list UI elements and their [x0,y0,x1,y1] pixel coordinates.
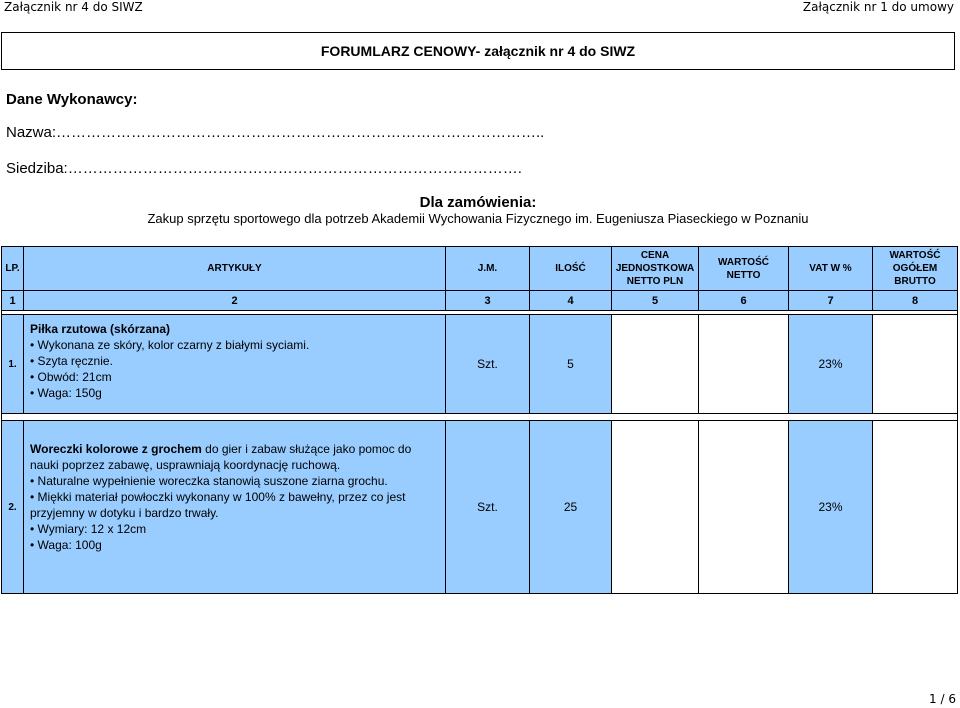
header-gross [873,247,958,291]
price-table [1,246,958,594]
item-line: • Waga: 150g [30,386,102,400]
row-net-value-input[interactable] [699,421,789,594]
header-right: Załącznik nr 1 do umowy [802,0,954,14]
item-title: Piłka rzutowa (skórzana) [30,322,171,336]
header-lp: LP. [2,247,24,291]
row-unit-price-input[interactable] [612,315,699,414]
item-line: • Miękki materiał powłoczki wykonany w 100% z bawełny, przez co jest [30,490,406,504]
header-net-value [699,247,789,291]
header-net-value-2: NETTO [726,269,761,281]
row-description [24,315,446,414]
header-gross-3: BRUTTO [894,276,936,287]
header-net-value-1: WARTOŚĆ [718,256,769,268]
column-number: 2 [24,291,446,311]
header-left: Załącznik nr 4 do SIWZ [4,0,143,14]
column-number: 7 [789,291,873,311]
row-qty: 25 [530,421,612,594]
form-title: FORUMLARZ CENOWY- załącznik nr 4 do SIWZ [1,32,955,70]
table-row [2,421,958,594]
header-gross-2: OGÓŁEM [892,263,938,274]
item-title-line [30,441,445,457]
contractor-name-line: Nazwa:…………………………………………………………………………………….. [6,124,545,141]
item-line: • Obwód: 21cm [30,370,112,384]
column-number: 4 [530,291,612,311]
row-unit-price-input[interactable] [612,421,699,594]
header-vat: VAT W % [789,247,873,291]
header-unit-price-3: NETTO PLN [626,276,684,287]
item-line: • Wykonana ze skóry, kolor czarny z białymi syciami. [30,338,310,352]
item-line: • Naturalne wypełnienie woreczka stanowią suszone ziarna grochu. [30,474,388,488]
contractor-heading: Dane Wykonawcy: [6,91,138,108]
order-subject: Zakup sprzętu sportowego dla potrzeb Akademii Wychowania Fizycznego im. Eugeniusza Piaseckiego w Poznaniu [147,211,809,226]
column-number: 8 [873,291,958,311]
order-heading: Dla zamówienia: [419,194,537,211]
header-jm: J.M. [446,247,530,291]
spacer-row [2,414,958,421]
row-lp: 1. [2,315,24,414]
contractor-address-line: Siedziba:………………………………………………………………………………. [6,160,522,177]
column-number: 5 [612,291,699,311]
column-number: 3 [446,291,530,311]
row-lp: 2. [2,421,24,594]
header-gross-1: WARTOŚĆ [889,250,941,261]
row-net-value-input[interactable] [699,315,789,414]
row-gross-input[interactable] [873,315,958,414]
table-row [2,315,958,414]
item-title-rest: do gier i zabaw służące jako pomoc do [201,442,412,456]
row-vat: 23% [789,315,873,414]
column-number: 1 [2,291,24,311]
item-line: przyjemny w dotyku i bardzo trwały. [30,506,219,520]
row-gross-input[interactable] [873,421,958,594]
item-line: • Waga: 100g [30,538,102,552]
column-numbers-row [2,291,958,311]
header-articles: ARTYKUŁY [24,247,446,291]
item-title: Woreczki kolorowe z grochem [30,442,202,456]
header-unit-price-2: JEDNOSTKOWA [615,263,695,274]
item-line: • Wymiary: 12 x 12cm [30,522,147,536]
item-line: nauki poprzez zabawę, usprawniają koordynację ruchową. [30,458,341,472]
header-unit-price [612,247,699,291]
row-jm: Szt. [446,315,530,414]
row-qty: 5 [530,315,612,414]
header-unit-price-1: CENA [640,250,670,261]
row-vat: 23% [789,421,873,594]
header-qty: ILOŚĆ [530,247,612,291]
row-description [24,421,446,594]
item-line: • Szyta ręcznie. [30,354,113,368]
row-jm: Szt. [446,421,530,594]
page-number: 1 / 6 [929,692,956,706]
column-number: 6 [699,291,789,311]
table-header-row [2,247,958,291]
spacer-cell [2,414,958,421]
